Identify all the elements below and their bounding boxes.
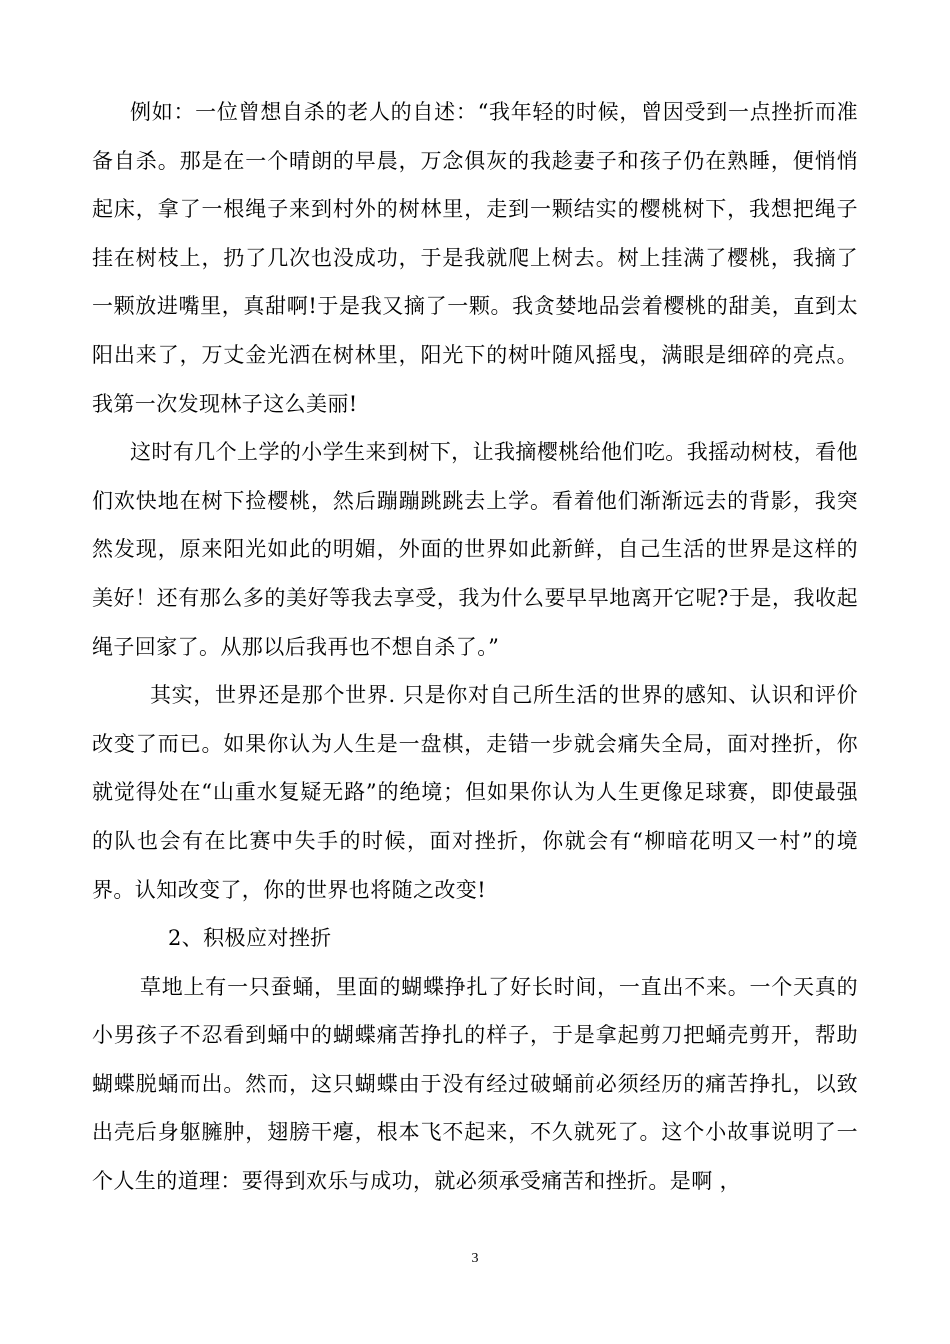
document-body: [92, 88, 858, 1206]
paragraph-world-perception: 其实，世界还是那个世界. 只是你对自己所生活的世界的感知、认识和评价改变了而已。如果你认为人生是一盘棋，走错一步就会痛失全局，面对挫折，你就觉得处在“山重水复疑无路”的绝境；但如果你认为人生更像足球赛，即使最强的队也会有在比赛中失手的时候，面对挫折，你就会有“柳暗花明又一村”的境界。认知改变了，你的世界也将随之改变!: [92, 683, 858, 902]
paragraph-schoolchildren: 这时有几个上学的小学生来到树下，让我摘樱桃给他们吃。我摇动树枝，看他们欢快地在树下捡樱桃，然后蹦蹦跳跳去上学。看着他们渐渐远去的背影，我突然发现，原来阳光如此的明媚，外面的世界如此新鲜，自己生活的世界是这样的美好！还有那么多的美好等我去享受，我为什么要早早地离开它呢?于是，我收起绳子回家了。从那以后我再也不想自杀了。”: [92, 440, 858, 659]
section-heading: 2、积极应对挫折: [168, 926, 332, 951]
paragraph-butterfly-story: 草地上有一只蚕蛹，里面的蝴蝶挣扎了好长时间，一直出不来。一个天真的小男孩子不忍看到蛹中的蝴蝶痛苦挣扎的样子，于是拿起剪刀把蛹壳剪开，帮助蝴蝶脱蛹而出。然而，这只蝴蝶由于没有经过破蛹前必须经历的痛苦挣扎，以致出壳后身躯臃肿，翅膀干瘪，根本飞不起来，不久就死了。这个小故事说明了一个人生的道理：要得到欢乐与成功，就必须承受痛苦和挫折。是啊 ，: [92, 974, 858, 1194]
paragraph-old-man-story: 例如：一位曾想自杀的老人的自述：“我年轻的时候，曾因受到一点挫折而准备自杀。那是在一个晴朗的早晨，万念俱灰的我趁妻子和孩子仍在熟睡，便悄悄起床，拿了一根绳子来到村外的树林里，走到一颗结实的樱桃树下，我想把绳子挂在树枝上，扔了几次也没成功，于是我就爬上树去。树上挂满了樱桃，我摘了一颗放进嘴里，真甜啊!于是我又摘了一颗。我贪婪地品尝着樱桃的甜美，直到太阳出来了，万丈金光洒在树林里，阳光下的树叶随风摇曳，满眼是细碎的亮点。我第一次发现林子这么美丽!: [92, 100, 858, 416]
page-number: 3: [471, 1251, 479, 1266]
